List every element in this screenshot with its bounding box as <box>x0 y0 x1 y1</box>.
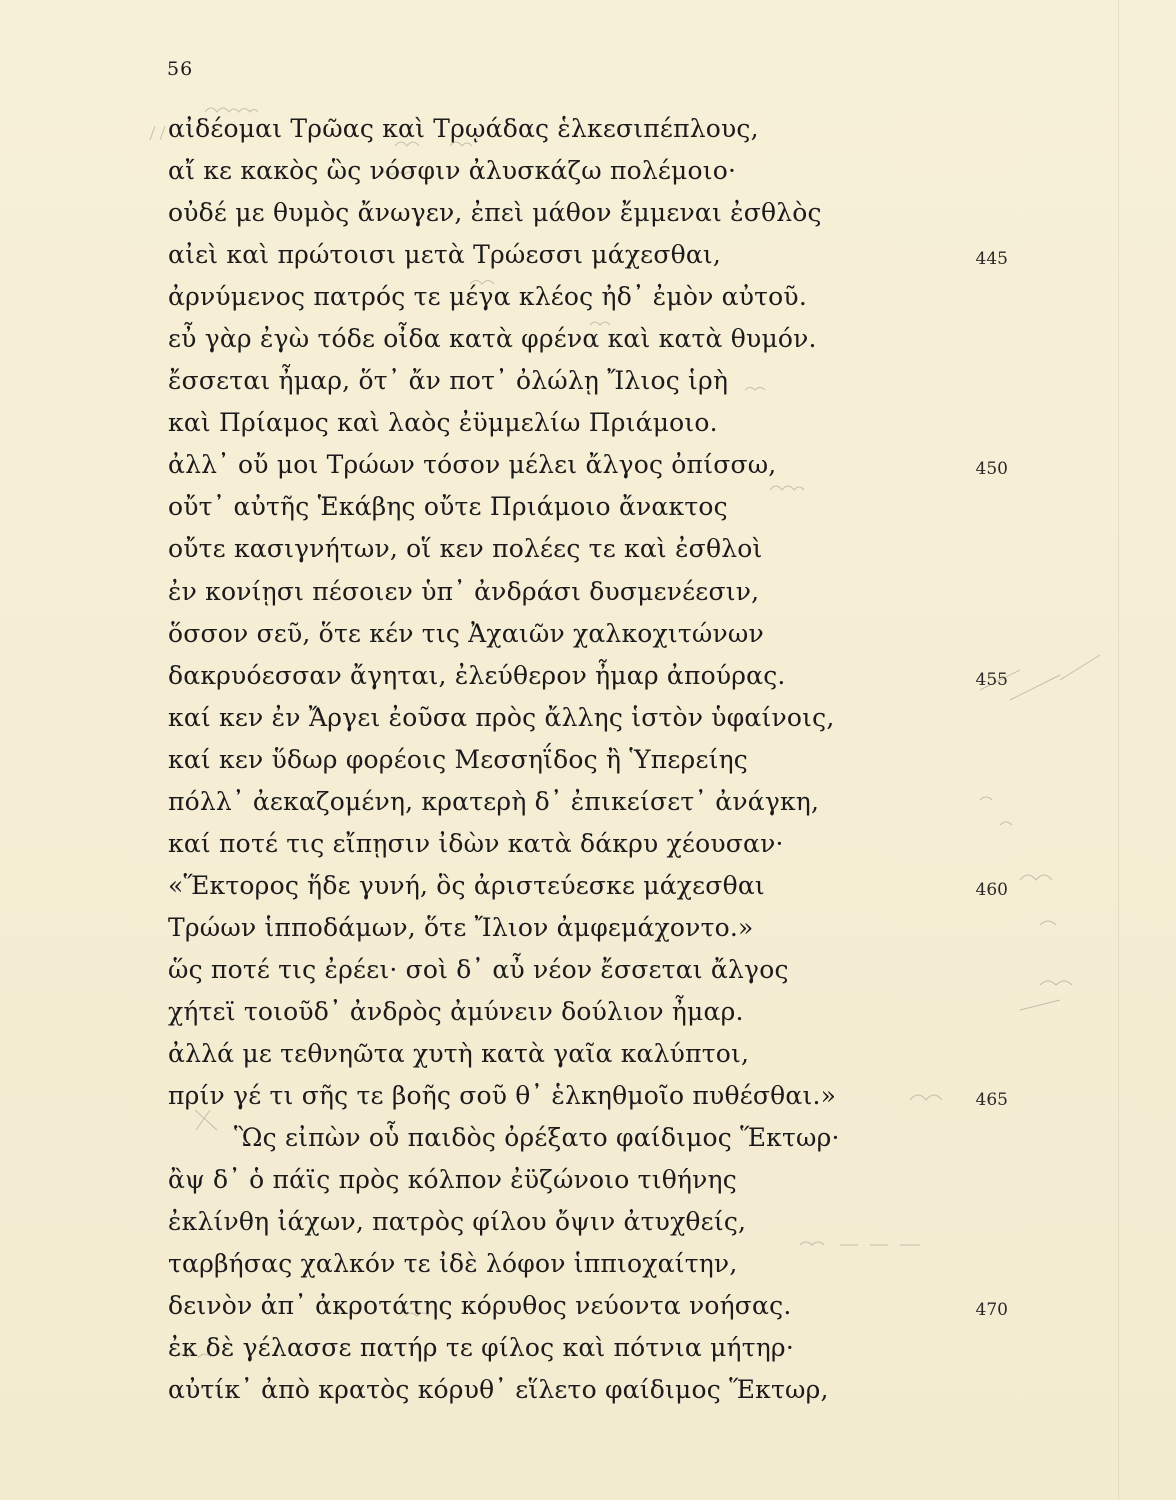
verse-text: «Ἕκτορος ἥδε γυνή, ὃς ἀριστεύεσκε μάχεσθαι <box>168 870 765 900</box>
line-number: 445 <box>975 249 1008 270</box>
verse-line <box>168 697 1008 739</box>
verse-text: ἂψ δ᾽ ὁ πάϊς πρὸς κόλπον ἐϋζώνοιο τιθήνης <box>168 1165 737 1195</box>
verse-line <box>168 402 1008 444</box>
verse-text: καὶ Πρίαμος καὶ λαὸς ἐϋμμελίω Πριάμοιο. <box>168 408 718 438</box>
line-number: 465 <box>975 1090 1008 1111</box>
verse-text: οὐδέ με θυμὸς ἄνωγεν, ἐπεὶ μάθον ἔμμεναι ἐσθλὸς <box>168 198 822 228</box>
verse-line <box>168 1117 1008 1159</box>
verse-text: ἐκλίνθη ἰάχων, πατρὸς φίλου ὄψιν ἀτυχθείς, <box>168 1207 747 1237</box>
verse-line <box>168 1159 1008 1201</box>
verse-line <box>168 108 1008 150</box>
verse-text: ἔσσεται ἦμαρ, ὅτ᾽ ἄν ποτ᾽ ὀλώλῃ Ἴλιος ἱρὴ <box>168 366 729 396</box>
verse-text: ἐκ δὲ γέλασσε πατήρ τε φίλος καὶ πότνια μήτηρ· <box>168 1333 794 1363</box>
verse-text: πρίν γέ τι σῆς τε βοῆς σοῦ θ᾽ ἑλκηθμοῖο πυθέσθαι.» <box>168 1081 837 1111</box>
verse-text: καί κεν ἐν Ἄργει ἐοῦσα πρὸς ἄλλης ἱστὸν ὑφαίνοις, <box>168 702 835 732</box>
verse-text: χήτεϊ τοιοῦδ᾽ ἀνδρὸς ἀμύνειν δούλιον ἦμαρ. <box>168 996 744 1026</box>
verse-text: αἰδέομαι Τρῶας καὶ Τρῳάδας ἑλκεσιπέπλους, <box>168 114 759 143</box>
verse-text: ἐν κονίῃσι πέσοιεν ὑπ᾽ ἀνδράσι δυσμενέεσιν, <box>168 576 760 606</box>
verse-text: Τρώων ἱπποδάμων, ὅτε Ἴλιον ἀμφεμάχοντο.» <box>168 912 754 942</box>
facing-page-edge <box>1118 0 1119 1500</box>
line-number: 455 <box>975 669 1008 690</box>
verse-text: καί ποτέ τις εἴπῃσιν ἰδὼν κατὰ δάκρυ χέουσαν· <box>168 828 784 858</box>
verse-line <box>168 1327 1008 1369</box>
verse-text: ὅσσον σεῦ, ὅτε κέν τις Ἀχαιῶν χαλκοχιτώνων <box>168 618 764 648</box>
verse-line <box>168 234 1008 276</box>
verse-line <box>168 991 1008 1033</box>
verse-line <box>168 1033 1008 1075</box>
verse-line <box>168 1243 1008 1285</box>
verse-line <box>168 486 1008 528</box>
verse-line <box>168 1075 1008 1117</box>
verse-line <box>168 823 1008 865</box>
line-number: 460 <box>975 879 1008 900</box>
verse-line <box>168 444 1008 486</box>
verse-line <box>168 949 1008 991</box>
verse-text: οὔτ᾽ αὐτῆς Ἑκάβης οὔτε Πριάμοιο ἄνακτος <box>168 492 728 522</box>
verse-text: ἀλλ᾽ οὔ μοι Τρώων τόσον μέλει ἄλγος ὀπίσσω, <box>168 450 777 480</box>
page-number: 56 <box>167 58 194 80</box>
verse-line <box>168 150 1008 192</box>
verse-text: αἴ κε κακὸς ὣς νόσφιν ἀλυσκάζω πολέμοιο· <box>168 156 737 186</box>
verse-line <box>168 613 1008 655</box>
verse-line <box>168 192 1008 234</box>
verse-text: ἀλλά με τεθνηῶτα χυτὴ κατὰ γαῖα καλύπτοι, <box>168 1039 750 1069</box>
verse-line <box>168 1285 1008 1327</box>
verse-line <box>168 865 1008 907</box>
verse-text: εὖ γὰρ ἐγὼ τόδε οἶδα κατὰ φρένα καὶ κατὰ θυμόν. <box>168 324 817 354</box>
verse-line <box>168 571 1008 613</box>
line-number: 450 <box>975 459 1008 480</box>
verse-text: δακρυόεσσαν ἄγηται, ἐλεύθερον ἦμαρ ἀπούρας. <box>168 660 786 690</box>
verse-line <box>168 1369 1008 1411</box>
verse-line <box>168 318 1008 360</box>
verse-text: αὐτίκ᾽ ἀπὸ κρατὸς κόρυθ᾽ εἵλετο φαίδιμος Ἕκτωρ, <box>168 1375 829 1405</box>
verse-line <box>168 528 1008 570</box>
verse-line <box>168 655 1008 697</box>
verse-line <box>168 360 1008 402</box>
verse-text: Ὣς εἰπὼν οὗ παιδὸς ὀρέξατο φαίδιμος Ἕκτωρ· <box>234 1123 840 1153</box>
verse-line <box>168 1201 1008 1243</box>
verse-text: ἀρνύμενος πατρός τε μέγα κλέος ἠδ᾽ ἐμὸν αὐτοῦ. <box>168 282 807 312</box>
verse-text: αἰεὶ καὶ πρώτοισι μετὰ Τρώεσσι μάχεσθαι, <box>168 240 722 270</box>
verse-line <box>168 276 1008 318</box>
verse-text: δεινὸν ἀπ᾽ ἀκροτάτης κόρυθος νεύοντα νοήσας. <box>168 1291 792 1321</box>
verse-text: ταρβήσας χαλκόν τε ἰδὲ λόφον ἱππιοχαίτην, <box>168 1249 738 1279</box>
verse-text: ὥς ποτέ τις ἐρέει· σοὶ δ᾽ αὖ νέον ἔσσεται ἄλγος <box>168 954 789 984</box>
verse-line <box>168 907 1008 949</box>
line-number: 470 <box>975 1300 1008 1321</box>
verse-text: καί κεν ὕδωρ φορέοις Μεσσηΐδος ἢ Ὑπερείης <box>168 744 748 774</box>
verse-line <box>168 739 1008 781</box>
verse-text: οὔτε κασιγνήτων, οἵ κεν πολέες τε καὶ ἐσθλοὶ <box>168 534 763 564</box>
verse-text: πόλλ᾽ ἀεκαζομένη, κρατερὴ δ᾽ ἐπικείσετ᾽ ἀνάγκη, <box>168 786 820 816</box>
verse-block <box>168 108 1008 1411</box>
verse-line <box>168 781 1008 823</box>
